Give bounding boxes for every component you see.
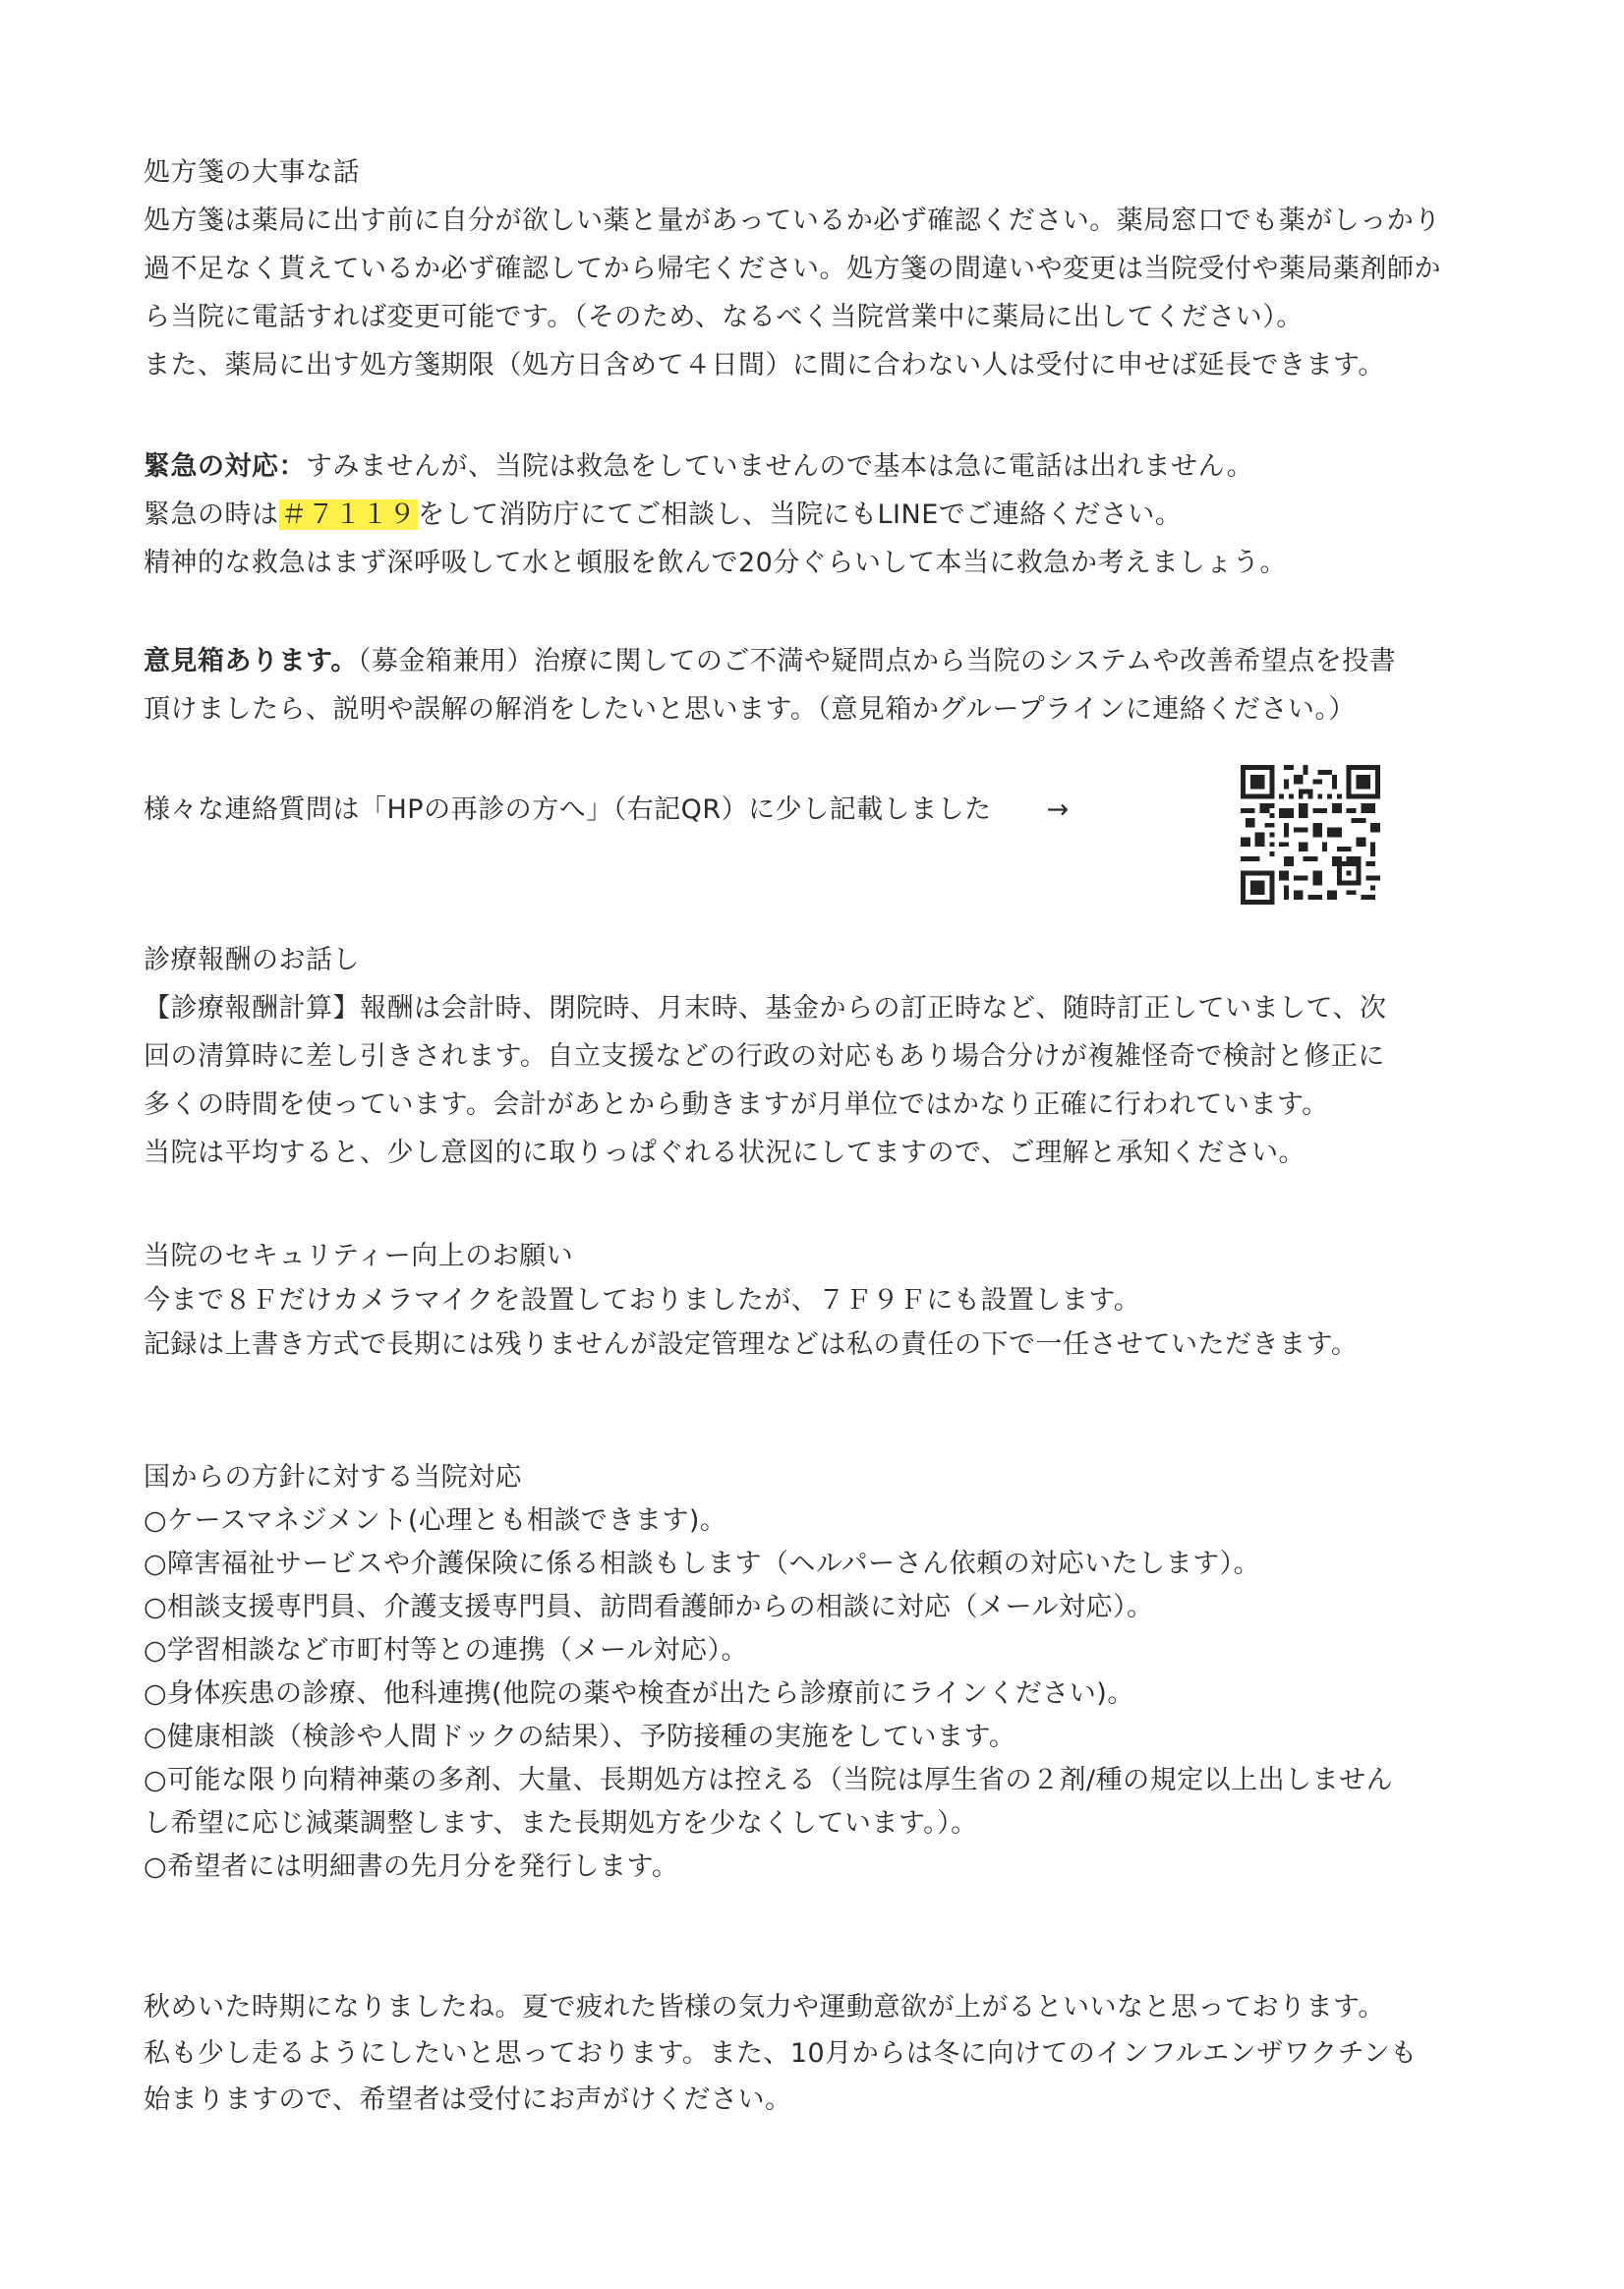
opinion-text-1: （募金箱兼用）治療に関してのご不満や疑問点から当院のシステムや改善希望点を投書 [357, 646, 1397, 676]
fees-line-2: 回の清算時に差し引きされます。自立支援などの行政の対応もあり場合分けが複雑怪奇で検討と修正に [144, 1041, 1385, 1072]
emergency-text-2-post: をして消防庁にてご相談し、当院にもLINEでご連絡ください。 [418, 499, 1183, 530]
policy-item: ○希望者には明細書の先月分を発行します。 [144, 1851, 679, 1882]
fees-line-4: 当院は平均すると、少し意図的に取りっぱぐれる状況にしてますので、ご理解と承知ください。 [144, 1138, 1305, 1168]
policy-item: ○身体疾患の診療、他科連携(他院の薬や検査が出たら診療前にラインください)。 [144, 1678, 1134, 1709]
contact-line [144, 792, 1070, 828]
policy-item: ○健康相談（検診や人間ドックの結果）、予防接種の実施をしています。 [144, 1722, 1016, 1752]
emergency-line-1 [144, 449, 1253, 485]
security-line-2: 記録は上書き方式で長期には残りませんが設定管理などは私の責任の下で一任させていただきます。 [144, 1329, 1359, 1360]
arrow-right-icon: → [1046, 794, 1070, 825]
policy-item: ○障害福祉サービスや介護保険に係る相談もします（ヘルパーさん依頼の対応いたします）。 [144, 1549, 1261, 1579]
opinion-line-1 [144, 644, 1396, 679]
fees-line-1: 【診療報酬計算】報酬は会計時、閉院時、月末時、基金からの訂正時など、随時訂正していまして、次 [144, 993, 1387, 1024]
policy-title: 国からの方針に対する当院対応 [144, 1462, 522, 1493]
opinion-line-2: 頂けましたら、説明や誤解の解消をしたいと思います。（意見箱かグループラインに連絡ください。） [144, 694, 1356, 725]
policy-item: ○可能な限り向精神薬の多剤、大量、長期処方は控える（当院は厚生省の２剤/種の規定以上出しません [144, 1765, 1394, 1795]
policy-item: し希望に応じ減薬調整します、また長期処方を少なくしています。）。 [144, 1808, 978, 1839]
opinion-lead: 意見箱あります。 [144, 646, 358, 676]
closing-line-1: 秋めいた時期になりましたね。夏で疲れた皆様の気力や運動意欲が上がるといいなと思っております。 [144, 1992, 1385, 2023]
prescription-line-2: 過不足なく貰えているか必ず確認してから帰宅ください。処方箋の間違いや変更は当院受付や薬局薬剤師か [144, 254, 1441, 284]
prescription-line-1: 処方箋は薬局に出す前に自分が欲しい薬と量があっているか必ず確認ください。薬局窓口でも薬がしっかり [144, 205, 1441, 236]
policy-item: ○ケースマネジメント(心理とも相談できます)。 [144, 1505, 727, 1536]
prescription-line-4: また、薬局に出す処方箋期限（処方日含めて４日間）に間に合わない人は受付に申せば延長できます。 [144, 350, 1385, 381]
qr-code-icon[interactable] [1241, 765, 1380, 905]
closing-line-3: 始まりますので、希望者は受付にお声がけください。 [144, 2084, 792, 2115]
policy-item: ○相談支援専門員、介護支援専門員、訪問看護師からの相談に対応（メール対応）。 [144, 1592, 1154, 1622]
security-line-1: 今まで８Ｆだけカメラマイクを設置しておりましたが、７Ｆ９Ｆにも設置します。 [144, 1285, 1141, 1316]
policy-item: ○学習相談など市町村等との連携（メール対応）。 [144, 1635, 749, 1666]
emergency-line-3: 精神的な救急はまず深呼吸して水と頓服を飲んで20分ぐらいして本当に救急か考えましょう。 [144, 548, 1287, 578]
prescription-title: 処方箋の大事な話 [144, 157, 360, 188]
emergency-text-1: すみませんが、当院は救急をしていませんので基本は急に電話は出れません。 [306, 451, 1254, 482]
emergency-number-highlight: ＃７１１９ [280, 499, 416, 530]
fees-title: 診療報酬のお話し [144, 945, 360, 975]
emergency-line-2 [144, 498, 1182, 533]
emergency-text-2-pre: 緊急の時は [144, 499, 279, 530]
closing-line-2: 私も少し走るようにしたいと思っております。また、10月からは冬に向けてのインフルエンザワクチンも [144, 2038, 1418, 2069]
security-title: 当院のセキュリティー向上のお願い [144, 1241, 574, 1271]
contact-text: 様々な連絡質問は「HPの再診の方へ」（右記QR）に少し記載しました [144, 794, 992, 825]
fees-line-3: 多くの時間を使っています。会計があとから動きますが月単位ではかなり正確に行われています。 [144, 1089, 1329, 1120]
prescription-line-3: ら当院に電話すれば変更可能です。（そのため、なるべく当院営業中に薬局に出してください）。 [144, 302, 1304, 332]
emergency-lead: 緊急の対応： [144, 451, 306, 482]
